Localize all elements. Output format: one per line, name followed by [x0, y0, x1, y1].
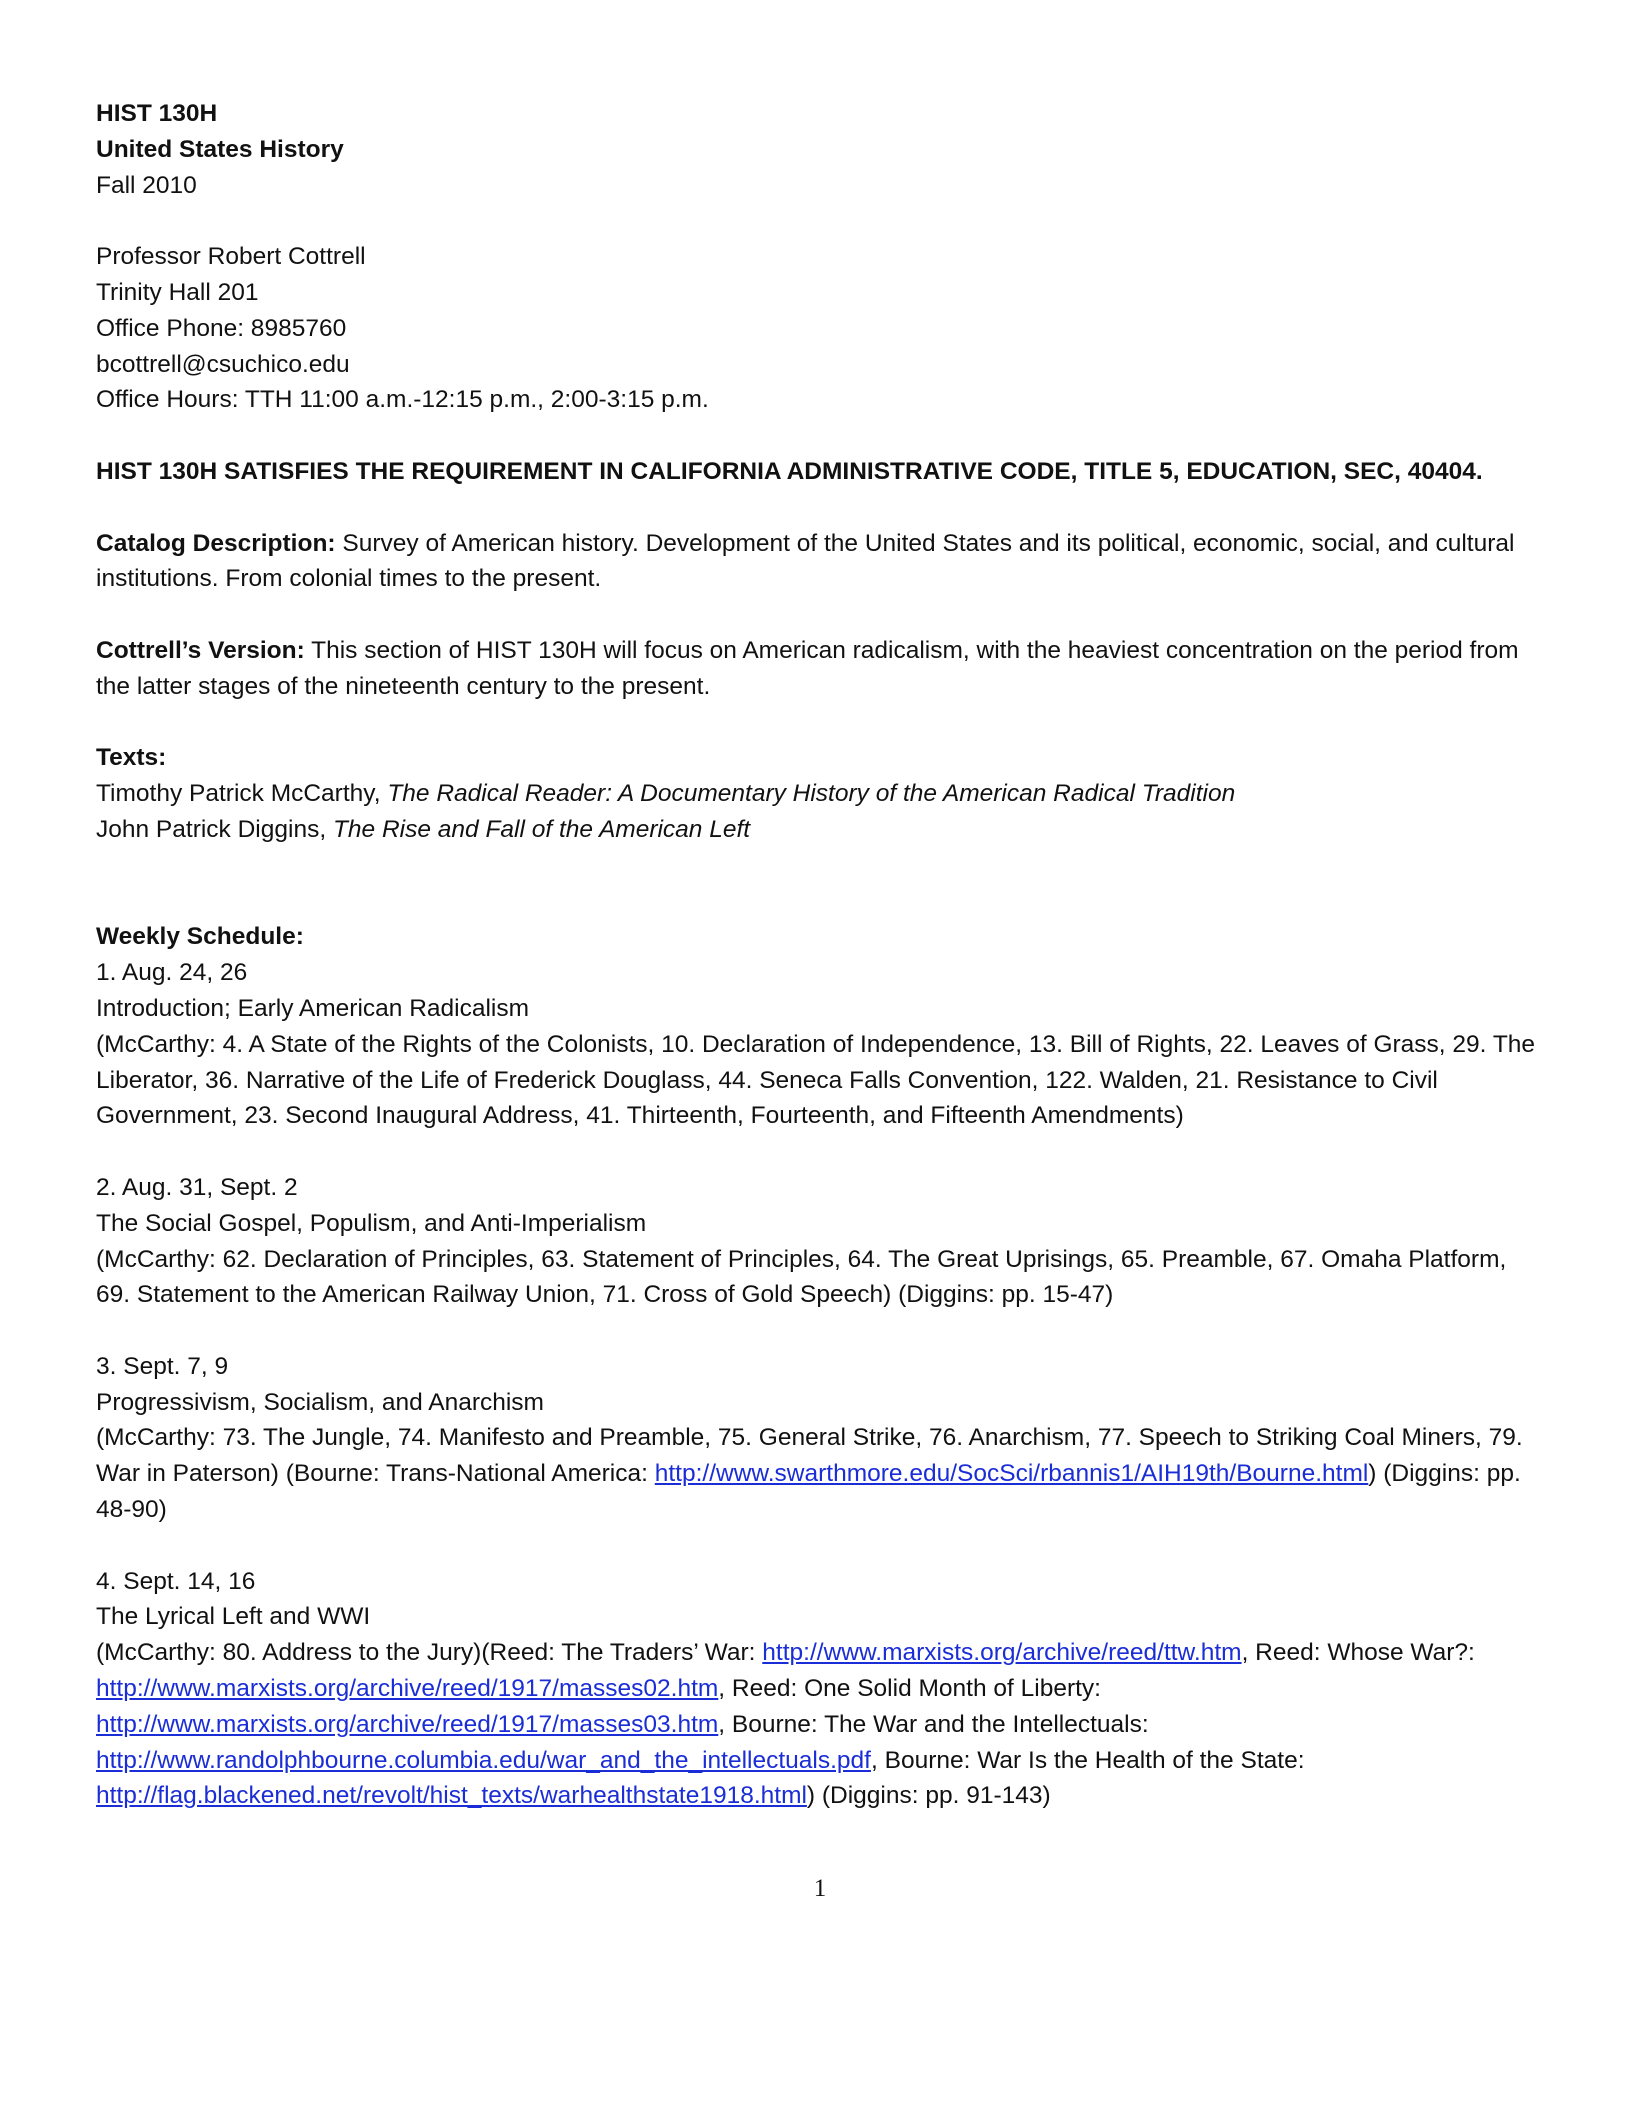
texts-heading: Texts: — [96, 744, 167, 772]
week-readings — [96, 1420, 1540, 1527]
text-author: Timothy Patrick McCarthy, — [96, 780, 388, 808]
readings-text: (McCarthy: 73. The Jungle, 74. Manifesto and Preamble, 75. General Strike, 76. Anarchism, 77. Speech to Striking Coal Miners, 79. War in Paterson) (Bourne: Trans-National America: — [96, 1424, 1523, 1488]
text-item — [96, 776, 1540, 812]
week-readings — [96, 1635, 1540, 1814]
week-4 — [96, 1564, 1540, 1815]
week-2 — [96, 1170, 1540, 1313]
week-date: 3. Sept. 7, 9 — [96, 1352, 229, 1380]
course-code: HIST 130H — [96, 100, 218, 127]
readings-text: ) (Diggins: pp. 91-143) — [806, 1782, 1051, 1810]
readings-text: , Bourne: War Is the Health of the State: — [870, 1746, 1305, 1774]
readings-text: , Bourne: The War and the Intellectuals: — [718, 1710, 1149, 1738]
office-hours: Office Hours: TTH 11:00 a.m.-12:15 p.m., 2:00-3:15 p.m. — [96, 386, 709, 414]
reed-whose-war-link[interactable]: http://www.marxists.org/archive/reed/1917/masses02.htm — [96, 1675, 719, 1703]
course-term: Fall 2010 — [96, 171, 197, 199]
week-3 — [96, 1349, 1540, 1528]
office-location: Trinity Hall 201 — [96, 278, 259, 306]
week-readings: (McCarthy: 4. A State of the Rights of the Colonists, 10. Declaration of Independence, 13. Bill of Rights, 22. Leaves of Grass, 29. The Liberator, 36. Narrative of the Life of Frederick Douglass, 44. Seneca Falls Convention, 122. Walden, 21. Resistance to Civil Government, 23. Second Inaugural Address, 41. Thirteenth, Fourteenth, and Fifteenth Amendments) — [96, 1030, 1536, 1130]
catalog-description — [96, 526, 1540, 598]
requirement-statement: HIST 130H SATISFIES THE REQUIREMENT IN CALIFORNIA ADMINISTRATIVE CODE, TITLE 5, EDUCATION, SEC, 40404. — [96, 457, 1483, 485]
syllabus-page — [96, 96, 1540, 1814]
week-topic: Introduction; Early American Radicalism — [96, 994, 530, 1022]
bourne-intellectuals-link[interactable]: http://www.randolphbourne.columbia.edu/war_and_the_intellectuals.pdf — [96, 1746, 871, 1774]
reed-liberty-link[interactable]: http://www.marxists.org/archive/reed/1917/masses03.htm — [96, 1710, 719, 1738]
week-date: 1. Aug. 24, 26 — [96, 959, 248, 987]
readings-text: , Reed: Whose War?: — [1241, 1639, 1475, 1667]
schedule-heading: Weekly Schedule: — [96, 923, 304, 951]
course-title: United States History — [96, 135, 344, 163]
office-phone: Office Phone: 8985760 — [96, 314, 347, 342]
week-topic: Progressivism, Socialism, and Anarchism — [96, 1388, 544, 1416]
text-title: The Radical Reader: A Documentary History of the American Radical Tradition — [387, 780, 1236, 808]
week-1 — [96, 955, 1540, 1134]
readings-text: , Reed: One Solid Month of Liberty: — [718, 1675, 1101, 1703]
catalog-text: Survey of American history. Development of the United States and its political, economic, social, and cultural institutions. From colonial times to the present. — [96, 529, 1515, 593]
text-item — [96, 812, 1540, 848]
cottrell-version — [96, 633, 1540, 705]
professor-name: Professor Robert Cottrell — [96, 243, 366, 271]
bourne-link[interactable]: http://www.swarthmore.edu/SocSci/rbannis1/AIH19th/Bourne.html — [654, 1460, 1369, 1488]
readings-text: (McCarthy: 80. Address to the Jury)(Reed: The Traders’ War: — [96, 1639, 763, 1667]
week-topic: The Social Gospel, Populism, and Anti-Imperialism — [96, 1209, 647, 1237]
week-topic: The Lyrical Left and WWI — [96, 1603, 371, 1631]
email-address: bcottrell@csuchico.edu — [96, 350, 350, 378]
text-title: The Rise and Fall of the American Left — [332, 815, 751, 843]
version-label: Cottrell’s Version: — [96, 636, 305, 664]
version-text: This section of HIST 130H will focus on American radicalism, with the heaviest concentration on the period from the latter stages of the nineteenth century to the present. — [96, 636, 1519, 700]
readings-text: ) (Diggins: pp. 48-90) — [96, 1460, 1521, 1524]
week-date: 4. Sept. 14, 16 — [96, 1567, 256, 1595]
reed-traders-war-link[interactable]: http://www.marxists.org/archive/reed/ttw.htm — [762, 1639, 1242, 1667]
catalog-label: Catalog Description: — [96, 529, 336, 557]
page-number: 1 — [813, 1875, 827, 1902]
bourne-health-state-link[interactable]: http://flag.blackened.net/revolt/hist_texts/warhealthstate1918.html — [96, 1782, 807, 1810]
week-readings: (McCarthy: 62. Declaration of Principles, 63. Statement of Principles, 64. The Great Uprisings, 65. Preamble, 67. Omaha Platform, 69. Statement to the American Railway Union, 71. Cross of Gold Speech) (Diggins: pp. 15-47) — [96, 1245, 1507, 1309]
text-author: John Patrick Diggins, — [96, 815, 333, 843]
week-date: 2. Aug. 31, Sept. 2 — [96, 1173, 298, 1201]
